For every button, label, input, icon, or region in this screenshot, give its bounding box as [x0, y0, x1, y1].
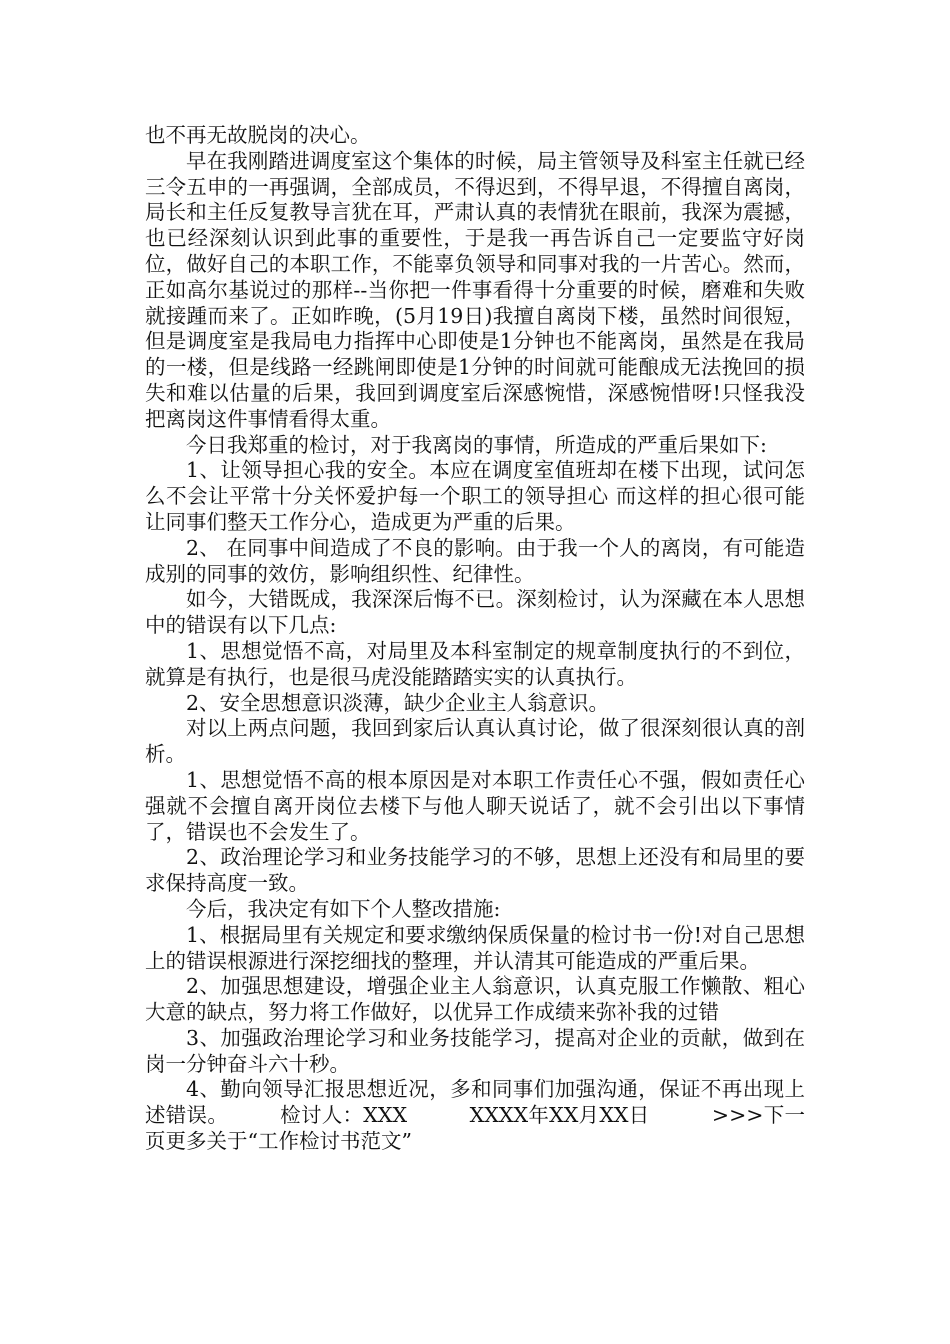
document-body [145, 123, 805, 1155]
paragraph-background: 早在我刚踏进调度室这个集体的时候，局主管领导及科室主任就已经三令五申的一再强调，全部成员，不得迟到，不得早退，不得擅自离岗，局长和主任反复教导言犹在耳，严肃认真的表情犹在眼前，我深为震撼，也已经深刻认识到此事的重要性，于是我一再告诉自己一定要监守好岗位，做好自己的本职工作，不能辜负领导和同事对我的一片苦心。然而，正如高尔基说过的那样--当你把一件事看得十分重要的时候，磨难和失败就接踵而来了。正如昨晚，(5月19日)我擅自离岗下楼，虽然时间很短，但是调度室是我局电力指挥中心即使是1分钟也不能离岗，虽然是在我局的一楼，但是线路一经跳闸即使是1分钟的时间就可能酿成无法挽回的损失和难以估量的后果，我回到调度室后深感惋惜，深感惋惜呀!只怪我没把离岗这件事情看得太重。 [145, 148, 805, 431]
paragraph-consequences-intro: 今日我郑重的检讨，对于我离岗的事情，所造成的严重后果如下: [186, 432, 767, 457]
paragraph-continuation: 也不再无故脱岗的决心。 [145, 123, 371, 147]
paragraph-error-2: 2、安全思想意识淡薄，缺少企业主人翁意识。 [186, 690, 610, 715]
paragraph-measure-3: 3、加强政治理论学习和业务技能学习，提高对企业的贡献，做到在岗一分钟奋斗六十秒。 [145, 1025, 805, 1076]
paragraph-consequence-1: 1、让领导担心我的安全。本应在调度室值班却在楼下出现，试问怎么不会让平常十分关怀爱护每一个职工的领导担心 而这样的担心很可能让同事们整天工作分心，造成更为严重的后果。 [145, 458, 805, 534]
paragraph-measures-intro: 今后，我决定有如下个人整改措施: [186, 896, 501, 921]
paragraph-analysis-intro: 对以上两点问题，我回到家后认真认真讨论，做了很深刻很认真的剖析。 [145, 716, 805, 767]
paragraph-measure-4-signature: 4、勤向领导汇报思想近况，多和同事们加强沟通，保证不再出现上述错误。 检讨人：XXX XXXX年XX月XX日 >>>下一页更多关于“工作检讨书范文” [145, 1077, 805, 1154]
paragraph-errors-intro: 如今，大错既成，我深深后悔不已。深刻检讨，认为深藏在本人思想中的错误有以下几点: [145, 587, 805, 638]
paragraph-analysis-2: 2、政治理论学习和业务技能学习的不够，思想上还没有和局里的要求保持高度一致。 [145, 845, 805, 896]
paragraph-error-1: 1、思想觉悟不高，对局里及本科室制定的规章制度执行的不到位，就算是有执行，也是很马虎没能踏踏实实的认真执行。 [145, 638, 805, 689]
paragraph-consequence-2: 2、 在同事中间造成了不良的影响。由于我一个人的离岗，有可能造成别的同事的效仿，影响组织性、纪律性。 [145, 535, 805, 586]
paragraph-measure-2: 2、加强思想建设，增强企业主人翁意识，认真克服工作懒散、粗心大意的缺点，努力将工作做好，以优异工作成绩来弥补我的过错 [145, 974, 805, 1025]
paragraph-analysis-1: 1、思想觉悟不高的根本原因是对本职工作责任心不强，假如责任心强就不会擅自离开岗位去楼下与他人聊天说话了，就不会引出以下事情了，错误也不会发生了。 [145, 767, 805, 844]
paragraph-measure-1: 1、根据局里有关规定和要求缴纳保质保量的检讨书一份!对自己思想上的错误根源进行深挖细找的整理，并认清其可能造成的严重后果。 [145, 922, 805, 973]
